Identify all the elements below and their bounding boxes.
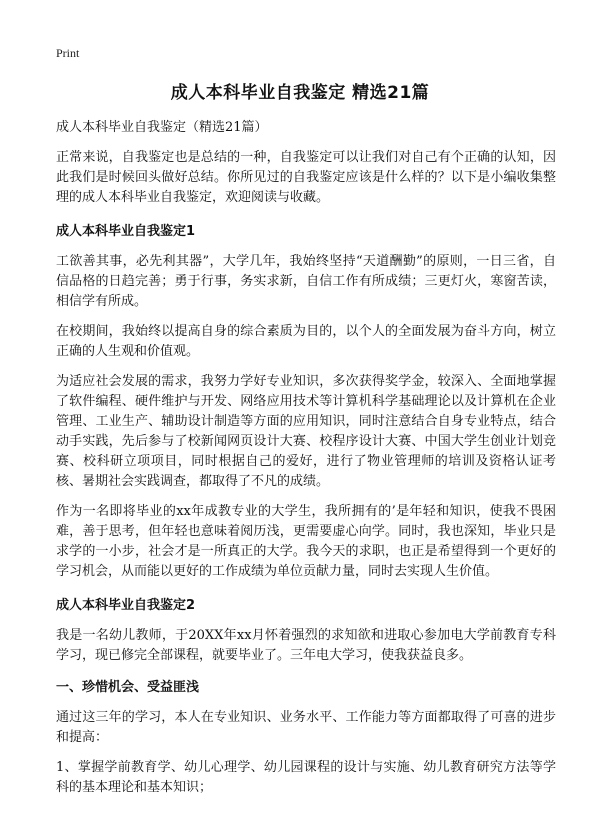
section-2-paragraph: 我是一名幼儿教师，于20XX年xx月怀着强烈的求知欲和进取心参加电大学前教育专科学习，现已修完全部课程，就要毕业了。三年电大学习，使我获益良多。 — [56, 628, 556, 663]
intro-paragraph: 正常来说，自我鉴定也是总结的一种，自我鉴定可以让我们对自己有个正确的认知，因此我们是时候回头做好总结。你所见过的自我鉴定应该是什么样的？以下是小编收集整理的成人本科毕业自我鉴定，欢迎阅读与收藏。 — [56, 150, 556, 205]
section-2-heading: 成人本科毕业自我鉴定2 — [56, 598, 196, 613]
print-link[interactable]: Print — [56, 46, 80, 60]
section-2-sub-paragraph: 通过这三年的学习，本人在专业知识、业务水平、工作能力等方面都取得了可喜的进步和提高： — [56, 710, 556, 745]
document-subtitle: 成人本科毕业自我鉴定（精选21篇） — [56, 120, 268, 135]
section-1-paragraph: 工欲善其事，必先利其器”，大学几年，我始终坚持“天道酬勤”的原则，一日三省，自信品格的日趋完善；勇于行事，务实求新，自信工作有所成绩；三更灯火，寒窗苦读，相信学有所成。 — [56, 254, 556, 309]
page-title: 成人本科毕业自我鉴定 精选21篇 — [170, 83, 430, 103]
section-1-heading: 成人本科毕业自我鉴定1 — [56, 224, 196, 239]
section-2-sub-paragraph: 1、掌握学前教育学、幼儿心理学、幼儿园课程的设计与实施、幼儿教育研究方法等学科的基本理论和基本知识； — [56, 760, 556, 795]
section-1-paragraph: 作为一名即将毕业的xx年成教专业的大学生，我所拥有的’是年轻和知识，使我不畏困难，善于思考，但年轻也意味着阅历浅，更需要虚心向学。同时，我也深知，毕业只是求学的一小步，社会才是一所真正的大学。我今天的求职，也正是希望得到一个更好的学习机会，从而能以更好的工作成绩为单位贡献力量，同时去实现人生价值。 — [56, 504, 556, 579]
section-1-paragraph: 为适应社会发展的需求，我努力学好专业知识，多次获得奖学金，较深入、全面地掌握了软件编程、硬件维护与开发、网络应用技术等计算机科学基础理论以及计算机在企业管理、工业生产、辅助设计制造等方面的应用知识，同时注意结合自身专业特点，结合动手实践，先后参与了校新闻网页设计大赛、校程序设计大赛、中国大学生创业计划竞赛、校科研立项项目，同时根据自己的爱好，进行了物业管理师的培训及资格认证考核、暑期社会实践调查，都取得了不凡的成绩。 — [56, 374, 556, 489]
document-body — [56, 118, 556, 808]
section-2-subheading: 一、珍惜机会、受益匪浅 — [56, 680, 200, 695]
section-1-paragraph: 在校期间，我始终以提高自身的综合素质为目的，以个人的全面发展为奋斗方向，树立正确的人生观和价值观。 — [56, 324, 556, 359]
